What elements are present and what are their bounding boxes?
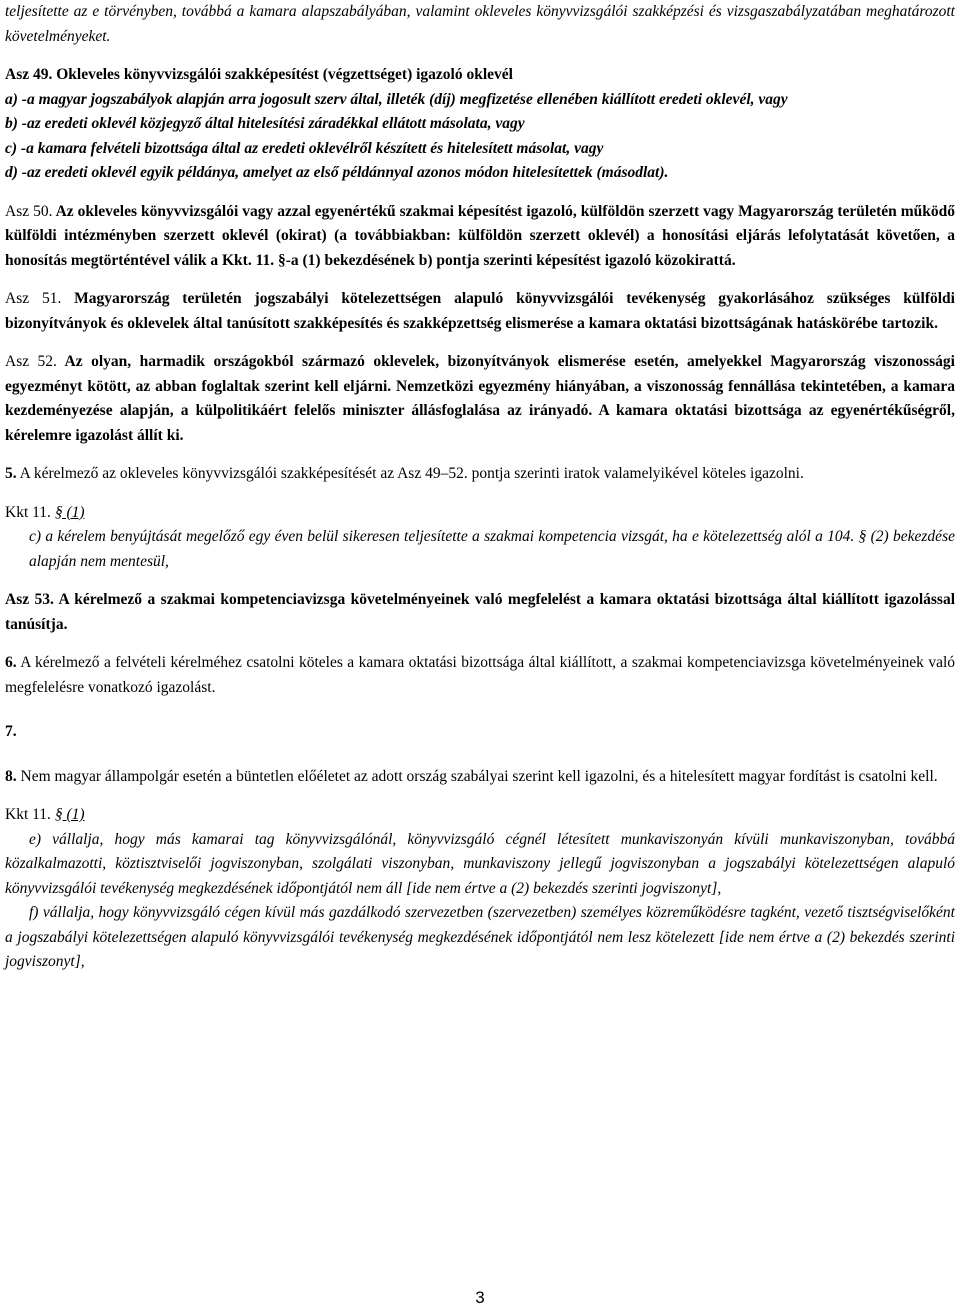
asz49-heading (5, 63, 955, 88)
kkt-quote-1-section: § (1) (54, 503, 85, 521)
kkt-quote-1-point-c-text: c) a kérelem benyújtását megelőző egy éven belül sikeresen teljesítette a szakmai kompetencia vizsgát, ha e kötelezettség alól a 104. (29, 528, 859, 545)
asz50-paragraph (5, 200, 955, 274)
asz51-number: Asz 51. (5, 290, 62, 307)
asz52-number: Asz 52. (5, 353, 57, 370)
asz51-text: Magyarország területén jogszabályi kötelezettségen alapuló könyvvizsgálói tevékenység gyakorlásához szükséges külföldi bizonyítványok és oklevelek által tanúsított szakképesítés és szakképzettség elismerése a kamara oktatási bizottságának hatáskörébe tartozik. (5, 290, 955, 332)
paragraph-8-text: Nem magyar állampolgár esetén a büntetlen előéletet az adott ország szabályai szerint kell igazolni, és a hitelesített magyar fordítást is csatolni kell. (16, 767, 938, 785)
paragraph-5-text: A kérelmező az okleveles könyvvizsgálói szakképesítését az Asz 49–52. pontja szerinti iratok valamelyikével köteles igazolni. (16, 465, 804, 482)
asz50-text-1: Az okleveles könyvvizsgálói vagy azzal egyenértékű szakmai képesítést igazoló, külföldön szerzett vagy Magyarország területén működő külföldi intézményben szerzett oklevél (okirat) (a továbbiakban: külföldön szerzett oklevél) a honosítási eljárás lefolytatását követően, a honosítás megtörténtével válik a Kkt. 11. (5, 202, 956, 269)
asz52-text: Az olyan, harmadik országokból származó oklevelek, bizonyítványok elismerése esetén, amelyekkel Magyarország viszonossági egyezményt kötött, az abban foglaltak szerint kell eljárni. Nemzetközi egyezmény hiányában, a viszonosság fennállása tekintetében, a kamara kezdeményezése alapján, a külpolitikáért felelős miniszter állásfoglalása az irányadó. A kamara oktatási bizottsága az egyenértékűségről, kérelemre igazolást állít ki. (5, 353, 955, 444)
asz50-number: Asz 50. (5, 202, 53, 220)
paragraph-6-text: A kérelmező a felvételi kérelméhez csatolni köteles a kamara oktatási bizottsága által kiállított, a szakmai kompetenciavizsga követelményeinek való megfelelésre vonatkozó igazolást. (5, 654, 955, 696)
kkt-quote-2-ref: Kkt 11. (5, 806, 55, 823)
paragraph-8 (5, 765, 955, 790)
kkt-quote-2 (5, 803, 955, 975)
asz50-text-2: -a (1) bekezdésének b) pontja szerinti képesítést igazoló közokirattá. (285, 251, 736, 269)
page-number: 3 (475, 1288, 485, 1307)
kkt-quote-2-heading (5, 803, 955, 828)
asz53-text: A kérelmező a szakmai kompetenciavizsga követelményeinek való megfelelést a kamara oktatási bizottsága által kiállított igazolással tanúsítja. (5, 591, 955, 633)
paragraph-5-number: 5. (5, 465, 17, 482)
asz52-paragraph (5, 350, 955, 448)
paragraph-7: 7. (5, 723, 17, 740)
asz49-item-a: a) -a magyar jogszabályok alapján arra jogosult szerv által, illeték (díj) megfizetése ellenében kiállított eredeti oklevél, vagy (5, 90, 788, 108)
asz49-number: Asz 49. (5, 66, 53, 83)
paragraph-6-number: 6. (5, 654, 17, 671)
kkt-quote-1-heading (5, 501, 955, 526)
kkt-quote-2-point-f: f) vállalja, hogy könyvvizsgáló cégen kívül más gazdálkodó szervezetben (szervezetben) személyes közreműködésre tagként, vezető tisztségviselőként a jogszabályi kötelezettségen alapuló könyvvizsgálói tevékenység megkezdésének időpontjától nem lesz kötelezett [ide nem értve a (2) bekezdés szerinti jogviszonyt], (5, 904, 955, 970)
asz50-section-sign: § (277, 251, 286, 269)
asz53-paragraph (5, 588, 955, 637)
asz49-item-c: c) -a kamara felvételi bizottsága által az eredeti oklevélről készített és hitelesített másolat, vagy (5, 139, 604, 157)
kkt-quote-1 (5, 501, 955, 575)
asz49-item-b: b) -az eredeti oklevél közjegyző által hitelesítési záradékkal ellátott másolata, vagy (5, 115, 525, 132)
kkt-quote-1-point-c (5, 525, 955, 574)
intro-paragraph: teljesítette az e törvényben, továbbá a kamara alapszabályában, valamint okleveles könyvvizsgálói szakképzési és vizsgaszabályzatában meghatározott követelményeket. (5, 3, 955, 45)
asz53-number: Asz 53. (5, 591, 54, 608)
asz51-paragraph (5, 287, 955, 336)
kkt-quote-2-point-e: e) vállalja, hogy más kamarai tag könyvvizsgálónál, könyvvizsgáló cégnél létesített munkaviszonyán kívüli munkaviszonyban, továbbá közalkalmazotti, köztisztviselői jogviszonyban, szolgálati viszonyban, munkaviszony jellegű jogviszonyban a jogszabályi kötelezettségen alapuló könyvvizsgálói tevékenység megkezdésének időpontjától nem áll [ide nem értve a (2) bekezdés szerinti jogviszonyt], (5, 830, 955, 897)
document-page (5, 0, 955, 1315)
paragraph-6 (5, 651, 955, 700)
kkt-quote-2-section: § (1) (54, 806, 85, 823)
asz49-item-d: d) -az eredeti oklevél egyik példánya, amelyet az első példánnyal azonos módon hitelesítettek (másodlat). (5, 164, 669, 181)
kkt-quote-1-ref: Kkt 11. (5, 503, 55, 521)
paragraph-5 (5, 462, 955, 487)
kkt-quote-1-point-c-section: § (2) bekezdése alapján nem mentesül, (29, 528, 955, 570)
asz49-section (5, 63, 955, 186)
paragraph-8-number: 8. (5, 767, 17, 785)
asz49-title: Okleveles könyvvizsgálói szakképesítést (végzettséget) igazoló oklevél (52, 66, 513, 83)
